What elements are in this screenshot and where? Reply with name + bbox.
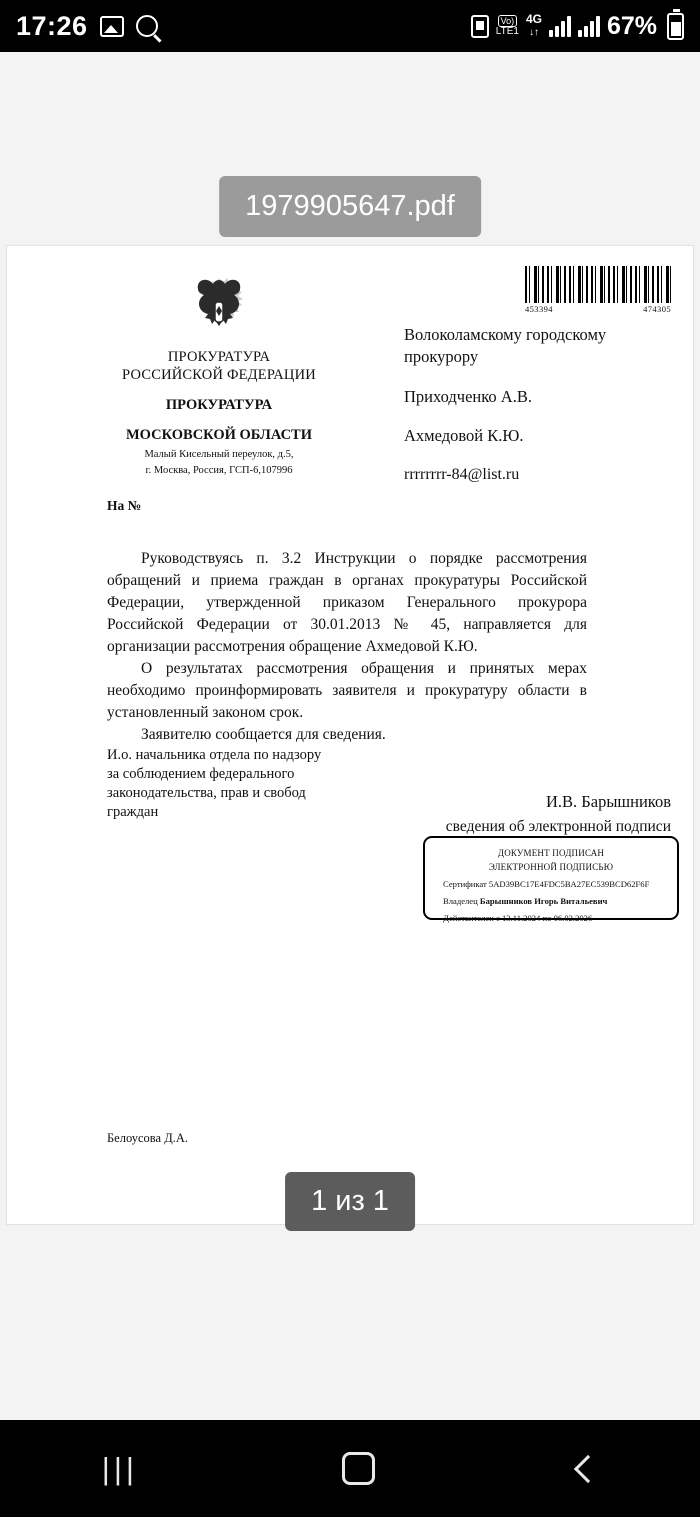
position-line-3: законодательства, прав и свобод — [107, 785, 306, 802]
barcode — [525, 266, 671, 314]
signal-bars-icon-2 — [578, 15, 600, 37]
signer-esig-note: сведения об электронной подписи — [445, 817, 671, 835]
esig-title-line-1: ДОКУМЕНТ ПОДПИСАН — [497, 848, 605, 858]
status-bar-left — [16, 11, 158, 42]
esig-owner-row — [431, 895, 671, 908]
esig-title-line-2: ЭЛЕКТРОННОЙ ПОДПИСЬЮ — [488, 861, 614, 872]
body-paragraph-3: Заявителю сообщается для сведения. — [141, 726, 386, 743]
navigation-bar — [0, 1420, 700, 1517]
recipient-block — [404, 324, 674, 503]
esig-validity-row — [431, 912, 671, 925]
barcode-left-number: 453394 — [525, 304, 553, 314]
org-line-1b: РОССИЙСКОЙ ФЕДЕРАЦИИ — [122, 367, 316, 384]
signer-name: И.В. Барышников — [545, 792, 671, 811]
network-type-icon — [526, 13, 542, 39]
barcode-bars-icon — [525, 266, 671, 303]
esig-certificate-row — [431, 878, 671, 891]
position-line-2: за соблюдением федерального — [107, 766, 295, 783]
recipient-name-2: Ахмедовой К.Ю. — [404, 425, 524, 445]
esig-owner-label: Владелец — [443, 895, 478, 906]
esig-certificate-label: Сертификат — [443, 879, 487, 889]
volte-sublabel: LTE1 — [495, 25, 519, 37]
org-line-2b: МОСКОВСКОЙ ОБЛАСТИ — [125, 427, 312, 444]
signer-position — [107, 746, 357, 823]
pdf-page[interactable] — [7, 246, 693, 1224]
sim-card-icon — [471, 15, 489, 38]
battery-icon — [667, 13, 684, 40]
page-indicator-badge: 1 из 1 — [285, 1172, 415, 1231]
file-name-badge: 1979905647.pdf — [219, 176, 481, 237]
image-icon — [100, 16, 124, 37]
esig-valid-from: 13.11.2024 — [502, 912, 541, 923]
home-icon[interactable] — [342, 1452, 375, 1485]
status-bar — [0, 0, 700, 52]
executor-name: Белоусова Д.А. — [107, 1131, 188, 1145]
body-paragraph-1: Руководствуясь п. 3.2 Инструкции о порядке рассмотрения обращений и приема граждан в органах прокуратуры Российской Федерации, утвержденной приказом Генерального прокурора Российской Федерации от 30.01.2013 № 45, направляется для организации рассмотрения обращение Ахмедовой К.Ю. — [107, 550, 587, 655]
search-icon[interactable] — [136, 15, 158, 37]
signer-block — [371, 790, 671, 838]
reference-number-label: На № — [107, 498, 142, 513]
esig-owner-value: Барышников Игорь Витальевич — [479, 895, 608, 906]
esig-certificate-value: 5AD39BC17E4FDC5BA27EC539BCD62F6F — [488, 879, 650, 889]
double-headed-eagle-emblem-icon — [173, 272, 265, 346]
position-line-1: И.о. начальника отдела по надзору — [107, 747, 322, 763]
esig-valid-mid: по — [542, 912, 552, 923]
esig-valid-to: 06.02.2026 — [553, 912, 593, 923]
electronic-signature-stamp — [423, 836, 679, 923]
organization-header — [59, 348, 379, 477]
battery-percent: 67% — [606, 11, 657, 40]
status-time: 17:26 — [16, 10, 88, 41]
volte-label: Vo) — [498, 15, 518, 27]
org-address-line-1: Малый Кисельный переулок, д.5, — [144, 448, 294, 460]
signal-bars-icon-1 — [549, 15, 571, 37]
position-line-4: граждан — [107, 804, 159, 821]
network-arrows: ↓↑ — [528, 27, 539, 38]
org-line-1a: ПРОКУРАТУРА — [167, 349, 271, 365]
recipient-office: Волоколамскому городскому прокурору — [404, 325, 607, 367]
back-icon[interactable] — [574, 1454, 602, 1482]
org-address-line-2: г. Москва, Россия, ГСП-6,107996 — [145, 464, 293, 476]
recipient-name-1: Приходченко А.В. — [404, 386, 532, 406]
barcode-numbers — [525, 304, 671, 314]
status-bar-right — [471, 12, 684, 41]
barcode-right-number: 474305 — [643, 304, 671, 314]
org-line-2a: ПРОКУРАТУРА — [165, 397, 273, 414]
document-body — [107, 548, 587, 746]
body-paragraph-2: О результатах рассмотрения обращения и принятых мерах необходимо проинформировать заявителя и прокуратуру области в установленный законом срок. — [107, 660, 587, 721]
recents-icon[interactable]: ||| — [101, 1450, 138, 1486]
esig-valid-label: Действителен с — [443, 912, 500, 923]
volte-icon — [496, 16, 519, 37]
recipient-email: rrrrrrrr-84@list.ru — [404, 466, 520, 484]
network-label: 4G — [525, 12, 542, 26]
